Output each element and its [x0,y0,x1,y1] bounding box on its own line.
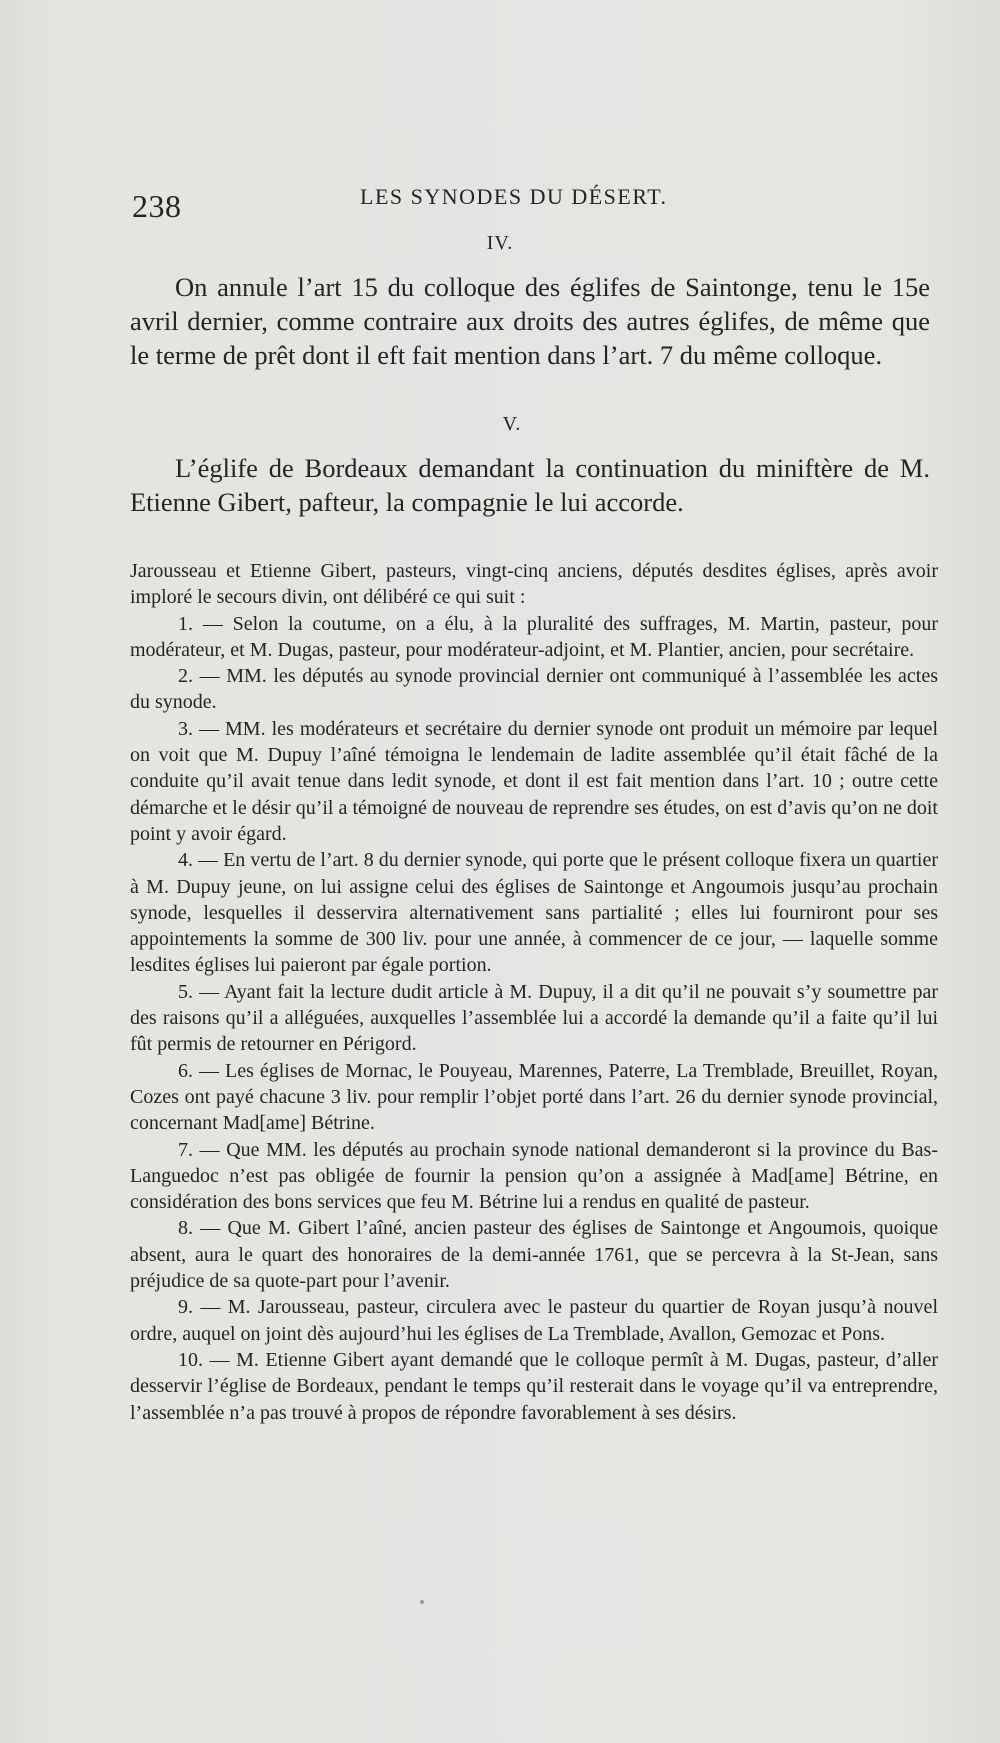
article-10: 10. — M. Etienne Gibert ayant demandé que le colloque permît à M. Dugas, pasteur, d’aller desservir l’église de Bordeaux, pendant le temps qu’il resterait dans le voyage qu’il va entreprendre, l’assemblée n’a pas trouvé à propos de répondre favorablement à ses désirs. [130,1348,938,1424]
article-9: 9. — M. Jarousseau, pasteur, circulera avec le pasteur du quartier de Royan jusqu’à nouvel ordre, auquel on joint dès aujourd’hui les églises de La Tremblade, Avallon, Gemozac et Pons. [130,1296,938,1345]
section-heading-v: V. [502,413,522,435]
article-2: 2. — MM. les députés au synode provincial dernier ont communiqué à l’assemblée les actes du synode. [130,665,938,714]
section-iv-text [130,270,930,372]
paper-speck [420,1600,424,1604]
running-title: LES SYNODES DU DÉSERT. [360,184,668,209]
intro-paragraph: Jarousseau et Etienne Gibert, pasteurs, vingt-cinq anciens, députés desdites églises, après avoir imploré le secours divin, ont délibéré ce qui suit : [130,560,938,609]
article-8: 8. — Que M. Gibert l’aîné, ancien pasteur des églises de Saintonge et Angoumois, quoique absent, aura le quart des honoraires de la demi-année 1761, que se percevra à la St-Jean, sans préjudice de sa quote-part pour l’avenir. [130,1217,938,1293]
article-3: 3. — MM. les modérateurs et secrétaire du dernier synode ont produit un mémoire par lequel on voit que M. Dupuy l’aîné témoigna le lendemain de ladite assemblée qu’il était fâché de la conduite qu’il avait tenue dans ledit synode, et dont il est fait mention dans l’art. 10 ; outre cette démarche et le désir qu’il a témoigné de nouveau de reprendre ses études, on est d’avis qu’on ne doit point y avoir égard. [130,717,938,845]
page-number: 238 [132,188,182,224]
section-heading-iv: IV. [486,232,514,254]
article-6: 6. — Les églises de Mornac, le Pouyeau, Marennes, Paterre, La Tremblade, Breuillet, Royan, Cozes ont payé chacune 3 liv. pour remplir l’objet porté dans l’art. 26 du dernier synode provincial, concernant Mad[ame] Bétrine. [130,1059,938,1135]
section-v-text [130,451,930,519]
article-7: 7. — Que MM. les députés au prochain synode national demanderont si la province du Bas-Languedoc n’est pas obligée de fournir la pension qu’on a assignée à Mad[ame] Bétrine, en considération des bons services que feu M. Bétrine lui a rendus en qualité de pasteur. [130,1138,938,1214]
article-4: 4. — En vertu de l’art. 8 du dernier synode, qui porte que le présent colloque fixera un quartier à M. Dupuy jeune, on lui assigne celui des églises de Saintonge et Angoumois jusqu’au prochain synode, lesquelles il desservira alternativement sans partialité ; elles lui fourniront pour ses appointements la somme de 300 liv. pour une année, à commencer de ce jour, — laquelle somme lesdites églises lui paieront par égale portion. [130,849,938,977]
body-text [130,558,938,1426]
article-1: 1. — Selon la coutume, on a élu, à la pluralité des suffrages, M. Martin, pasteur, pour modérateur, et M. Dugas, pasteur, pour modérateur-adjoint, et M. Plantier, ancien, pour secrétaire. [130,612,938,661]
article-5: 5. — Ayant fait la lecture dudit article à M. Dupuy, il a dit qu’il ne pouvait s’y soumettre par des raisons qu’il a alléguées, auxquelles l’assemblée lui a accordé la demande qu’il a faite qu’il lui fût permis de retourner en Périgord. [130,980,938,1056]
page-header [132,182,832,222]
paragraph: On annule l’art 15 du colloque des églifes de Saintonge, tenu le 15e avril dernier, comme contraire aux droits des autres églifes, de même que le terme de prêt dont il eft fait mention dans l’art. 7 du même colloque. [130,272,930,370]
paragraph: L’églife de Bordeaux demandant la continuation du miniftère de M. Etienne Gibert, pafteur, la compagnie le lui accorde. [130,453,930,517]
